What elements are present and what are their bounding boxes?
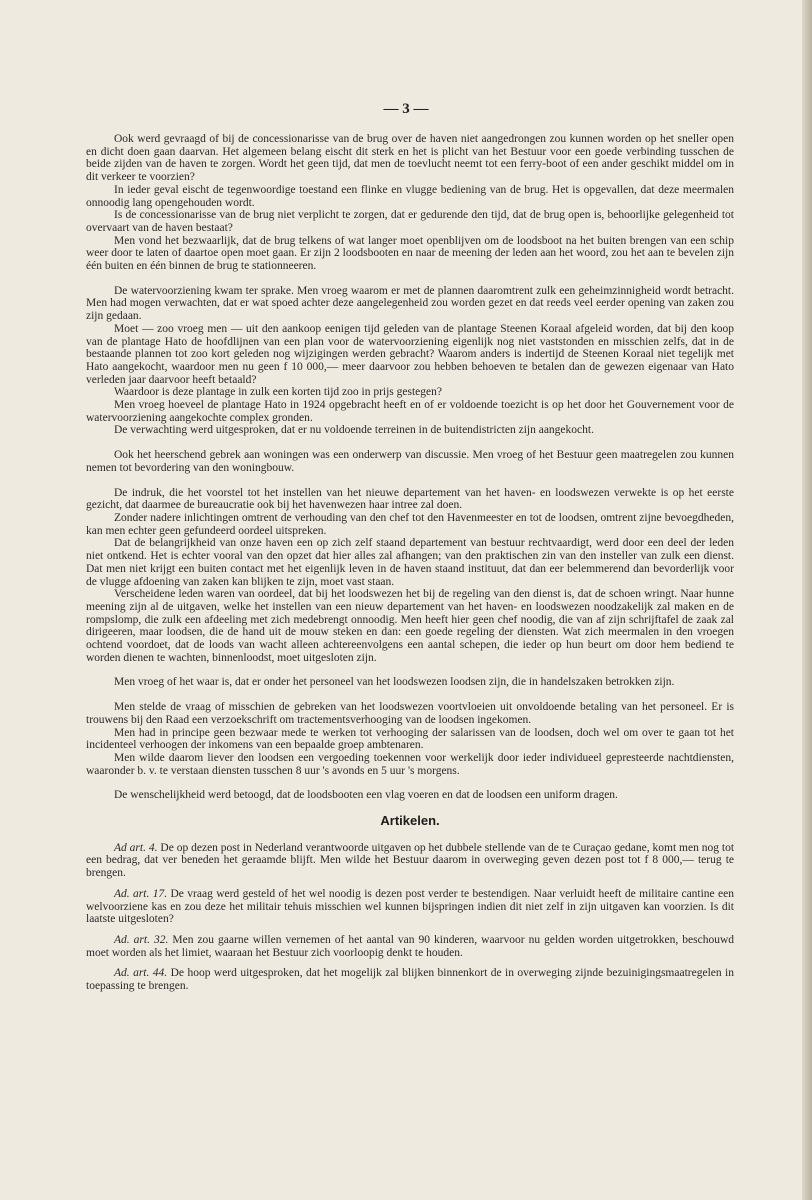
paragraph: Ook het heerschend gebrek aan woningen was een onderwerp van discussie. Men vroeg of het Bestuur geen maatregelen zou kunnen nemen tot bevordering van den woningbouw. <box>86 449 734 474</box>
article-item <box>86 967 734 992</box>
article-ref: Ad. art. 32. <box>114 933 169 946</box>
article-item <box>86 888 734 926</box>
page-edge-shadow <box>802 0 812 1200</box>
paragraph: Is de concessionarisse van de brug niet verplicht te zorgen, dat er gedurende den tijd, dat de brug open is, behoorlijke gelegenheid tot overvaart van de haven bestaat? <box>86 209 734 234</box>
paragraph: Men vroeg of het waar is, dat er onder het personeel van het loodswezen loodsen zijn, die in handelszaken betrokken zijn. <box>114 676 675 689</box>
paragraph: Dat de belangrijkheid van onze haven een op zich zelf staand departement van bestuur rechtvaardigt, werd door een deel der leden niet ontkend. Het is echter vooral van den opzet dat hier alles zal afhangen; van den praktischen zin van den insteller van zulk een dienst. Dat men niet krijgt een buiten contact met het eigenlijk leven in de haven staand instituut, dat dan eer belemmerend dan bevorderlijk voor de vlugge afdoening van zaken kan blijken te zijn, moet vast staan. <box>86 537 734 588</box>
paragraph: De indruk, die het voorstel tot het instellen van het nieuwe departement van het haven- en loodswezen verwekte is op het eerste gezicht, dat daarmee de bureaucratie ook bij het havenwezen haar intree zal doen. <box>86 486 734 512</box>
article-item <box>86 934 734 959</box>
paragraph: Ook werd gevraagd of bij de concessionarisse van de brug over de haven niet aangedrongen zou kunnen worden op het sneller open en dicht doen gaan daarvan. Het algemeen belang eischt dit sterk en het is plicht van het Bestuur voor een goede verbinding tusschen de beide zijden van de haven te zorgen. Wordt het geen tijd, dat men de toevlucht neemt tot een ferry-boot of een ander geschikt middel om in dit verkeer te voorzien? <box>86 133 734 184</box>
paragraph: Men vond het bezwaarlijk, dat de brug telkens of wat langer moet openblijven om de loodsboot na het buiten brengen van een schip weer door te laten of daartoe open moet gaan. Er zijn 2 loodsbooten en naar de meening der leden aan het woord, zou het aan te bevelen zijn één buiten en één binnen de brug te stationneeren. <box>86 234 734 273</box>
paragraph: Men stelde de vraag of misschien de gebreken van het loodswezen voortvloeien uit onvoldoende betaling van het personeel. Er is trouwens bij den Raad een verzoekschrift om tractementsverhooging van de loodsen ingekomen. <box>86 701 734 726</box>
article-text: De op dezen post in Nederland verantwoorde uitgaven op het dubbele stellende van de te Curaçao gedane, komt men nog tot een bedrag, dat ver beneden het geraamde blijft. Men wilde het Bestuur daarom in overweging geven dezen post tot f 8 000,— terug te brengen. <box>86 841 735 880</box>
article-text: De hoop werd uitgesproken, dat het mogelijk zal blijken binnenkort de in overweging zijnde bezuinigingsmaatregelen in toepassing te brengen. <box>86 967 734 993</box>
article-text: Men zou gaarne willen vernemen of het aantal van 90 kinderen, waarvoor nu gelden worden uitgetrokken, beschouwd moet worden als het limiet, waaraan het Bestuur zich voorloopig denkt te houden. <box>86 933 734 959</box>
page-body <box>86 133 734 1001</box>
articles-list <box>86 842 734 993</box>
paragraph: In ieder geval eischt de tegenwoordige toestand een flinke en vlugge bediening van de brug. Het is opgevallen, dat deze meermalen onnoodig lang opengehouden wordt. <box>86 183 734 209</box>
paragraph: Zonder nadere inlichtingen omtrent de verhouding van den chef tot den Havenmeester en tot de loodsen, omtrent zijne bevoegdheden, kan men echter geen gefundeerd oordeel uitspreken. <box>86 511 734 537</box>
paragraph: De verwachting werd uitgesproken, dat er nu voldoende terreinen in de buitendistricten zijn aangekocht. <box>114 424 594 437</box>
paragraph: Men wilde daarom liever den loodsen een vergoeding toekennen voor werkelijk door ieder individueel gepresteerde nachtdiensten, waaronder b. v. te verstaan diensten tusschen 8 uur 's avonds en 5 uur 's morgens. <box>86 751 734 777</box>
article-text: De vraag werd gesteld of het wel noodig is dezen post verder te bestendigen. Naar verluidt heeft de militaire cantine een welvoorziene kas en zou deze het militair tehuis misschien wel kunnen bijspringen indien dit niet zelf in zijn uitgaven kan voorzien. Is dit laatste uitgesloten? <box>86 887 735 926</box>
section-heading: Artikelen. <box>380 813 440 829</box>
page-number: — 3 — <box>383 101 429 117</box>
paragraph: Men vroeg hoeveel de plantage Hato in 1924 opgebracht heeft en of er voldoende toezicht is op het door het Gouvernement voor de watervoorziening aangekochte complex gronden. <box>86 399 734 424</box>
article-ref: Ad. art. 44. <box>114 967 168 980</box>
article-ref: Ad. art. 17. <box>114 887 168 900</box>
article-item <box>86 842 734 880</box>
paragraph: De wenschelijkheid werd betoogd, dat de loodsbooten een vlag voeren en dat de loodsen een uniform dragen. <box>114 789 618 802</box>
paragraph: Waardoor is deze plantage in zulk een korten tijd zoo in prijs gestegen? <box>114 386 442 399</box>
article-ref: Ad art. 4. <box>114 841 158 854</box>
paragraph: Moet — zoo vroeg men — uit den aankoop eenigen tijd geleden van de plantage Steenen Koraal afgeleid worden, dat bij den koop van de plantage Hato de hoofdlijnen van een plan voor de watervoorziening eigenlijk nog niet vaststonden en misschien zelfs, dat in de bestaande plannen tot zoo kort geleden nog wijzigingen werden gebracht? Waarom anders is indertijd de Steenen Koraal niet tegelijk met Hato aangekocht, waardoor men nu geen f 10 000,— meer daarvoor zou hebben behoeven te betalen dan de gewezen eigenaar van Hato verleden jaar daarvoor heeft betaald? <box>86 322 734 386</box>
paragraph: Verscheidene leden waren van oordeel, dat bij het loodswezen het bij de regeling van den dienst is, dat de schoen wringt. Naar hunne meening zijn al de uitgaven, welke het instellen van een nieuw departement van het haven- en loodswezen noodzakelijk zal maken en de rompslomp, die zulk een afdeeling met zich medebrengt onnoodig. Men heeft hier geen chef noodig, die van af zijn schrijftafel de zaak zal dirigeeren, maar loodsen, die de hand uit de mouw steken en dan: een goede regeling der diensten. Wat zich meermalen in den vroegen ochtend voordoet, dat de loods van wacht alleen achtereenvolgens een aantal schepen, die ieder op hun beurt om door hem bediend te worden dienen te wachten, binnenloodst, moet uitgesloten zijn. <box>86 588 734 664</box>
paragraph: Men had in principe geen bezwaar mede te werken tot verhooging der salarissen van de loodsen, doch wel om over te gaan tot het incidenteel verhoogen der inkomens van een bepaalde groep ambtenaren. <box>86 726 734 752</box>
paragraph: De watervoorziening kwam ter sprake. Men vroeg waarom er met de plannen daaromtrent zulk een geheimzinnigheid wordt betracht. Men had mogen verwachten, dat er wat spoed achter deze aangelegenheid zou worden gezet en dat reeds veel eerder opening van zaken zou zijn gedaan. <box>86 284 734 323</box>
